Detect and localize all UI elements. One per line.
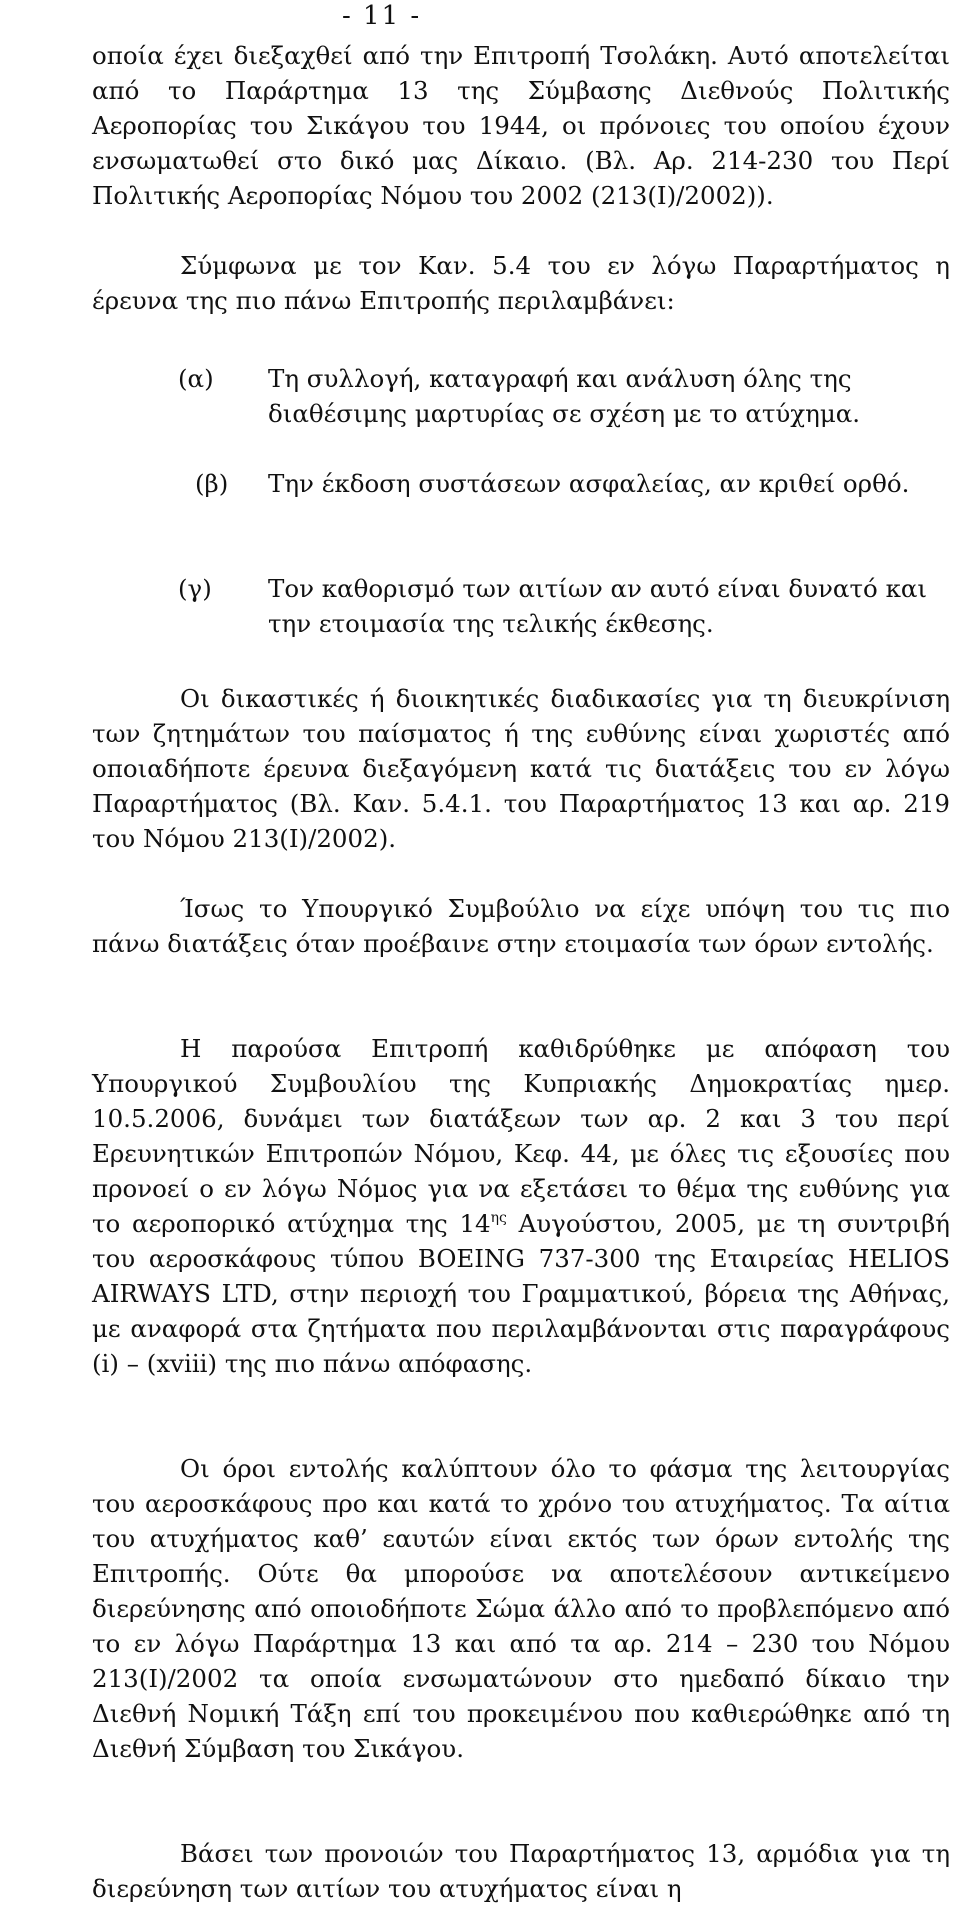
- paragraph-3-text: Οι δικαστικές ή διοικητικές διαδικασίες για τη διευκρίνιση των ζητημάτων του παίσματος ή της ευθύνης είναι χωριστές από οποιαδήποτε έρευνα διεξαγόμενη κατά τις διατάξεις του εν λόγω Παραρτήματος (Βλ. Καν. 5.4.1. του Παραρτήματος 13 και αρ. 219 του Νόμου 213(Ι)/2002).: [92, 684, 950, 853]
- paragraph-6: [92, 1451, 950, 1766]
- paragraph-5-text-after: Αυγούστου, 2005, με τη συντριβή του αεροσκάφους τύπου BOEING 737-300 της Εταιρείας HELIOS AIRWAYS LTD, στην περιοχή του Γραμματικού, βόρεια της Αθήνας, με αναφορά στα ζητήματα που περιλαμβάνονται στις παραγράφους (i) – (xviii) της πιο πάνω απόφασης.: [92, 1209, 950, 1378]
- list-label-b: (β): [195, 469, 229, 498]
- list-item-b: Την έκδοση συστάσεων ασφαλείας, αν κριθεί ορθό.: [268, 469, 910, 498]
- list-label-a: (α): [178, 364, 214, 393]
- list-item-c: Τον καθορισμό των αιτίων αν αυτό είναι δυνατό και την ετοιμασία της τελικής έκθεσης.: [268, 574, 928, 638]
- paragraph-7: [92, 1836, 950, 1906]
- paragraph-3: [92, 681, 950, 856]
- paragraph-4: [92, 891, 950, 961]
- list-item-a: Τη συλλογή, καταγραφή και ανάλυση όλης της διαθέσιμης μαρτυρίας σε σχέση με το ατύχημα.: [268, 364, 861, 428]
- paragraph-5: [92, 1031, 950, 1381]
- paragraph-4-text: Ίσως το Υπουργικό Συμβούλιο να είχε υπόψη του τις πιο πάνω διατάξεις όταν προέβαινε στην ετοιμασία των όρων εντολής.: [92, 894, 950, 958]
- paragraph-1-text: οποία έχει διεξαχθεί από την Επιτροπή Τσολάκη. Αυτό αποτελείται από το Παράρτημα 13 της Σύμβασης Διεθνούς Πολιτικής Αεροπορίας του Σικάγου του 1944, οι πρόνοιες του οποίου έχουν ενσωματωθεί στο δικό μας Δίκαιο. (Βλ. Αρ. 214-230 του Περί Πολιτικής Αεροπορίας Νόμου του 2002 (213(Ι)/2002)).: [92, 41, 950, 210]
- paragraph-1: [92, 38, 950, 213]
- page-number: - 11 -: [342, 1, 422, 31]
- ordinal-suffix: ης: [490, 1210, 507, 1226]
- paragraph-2-text: Σύμφωνα με τον Καν. 5.4 του εν λόγω Παραρτήματος η έρευνα της πιο πάνω Επιτροπής περιλαμβάνει:: [92, 251, 950, 315]
- paragraph-2: [92, 248, 950, 318]
- paragraph-7-text: Βάσει των προνοιών του Παραρτήματος 13, αρμόδια για τη διερεύνηση των αιτίων του ατυχήματος είναι η: [92, 1839, 950, 1903]
- paragraph-5-text: [92, 1031, 950, 1381]
- list-label-c: (γ): [178, 574, 212, 603]
- paragraph-5-text-before: Η παρούσα Επιτροπή καθιδρύθηκε με απόφαση του Υπουργικού Συμβουλίου της Κυπριακής Δημοκρατίας ημερ. 10.5.2006, δυνάμει των διατάξεων των αρ. 2 και 3 του περί Ερευνητικών Επιτροπών Νόμου, Κεφ. 44, με όλες τις εξουσίες που προνοεί ο εν λόγω Νόμος για να εξετάσει το θέμα της ευθύνης για το αεροπορικό ατύχημα της 14: [92, 1034, 950, 1238]
- paragraph-6-text: Οι όροι εντολής καλύπτουν όλο το φάσμα της λειτουργίας του αεροσκάφους προ και κατά το χρόνο του ατυχήματος. Τα αίτια του ατυχήματος καθ’ εαυτών είναι εκτός των όρων εντολής της Επιτροπής. Ούτε θα μπορούσε να αποτελέσουν αντικείμενο διερεύνησης από οποιοδήποτε Σώμα άλλο από το προβλεπόμενο από το εν λόγω Παράρτημα 13 και από τα αρ. 214 – 230 του Νόμου 213(Ι)/2002 τα οποία ενσωματώνουν στο ημεδαπό δίκαιο την Διεθνή Νομική Τάξη επί του προκειμένου που καθιερώθηκε από τη Διεθνή Σύμβαση του Σικάγου.: [92, 1454, 950, 1763]
